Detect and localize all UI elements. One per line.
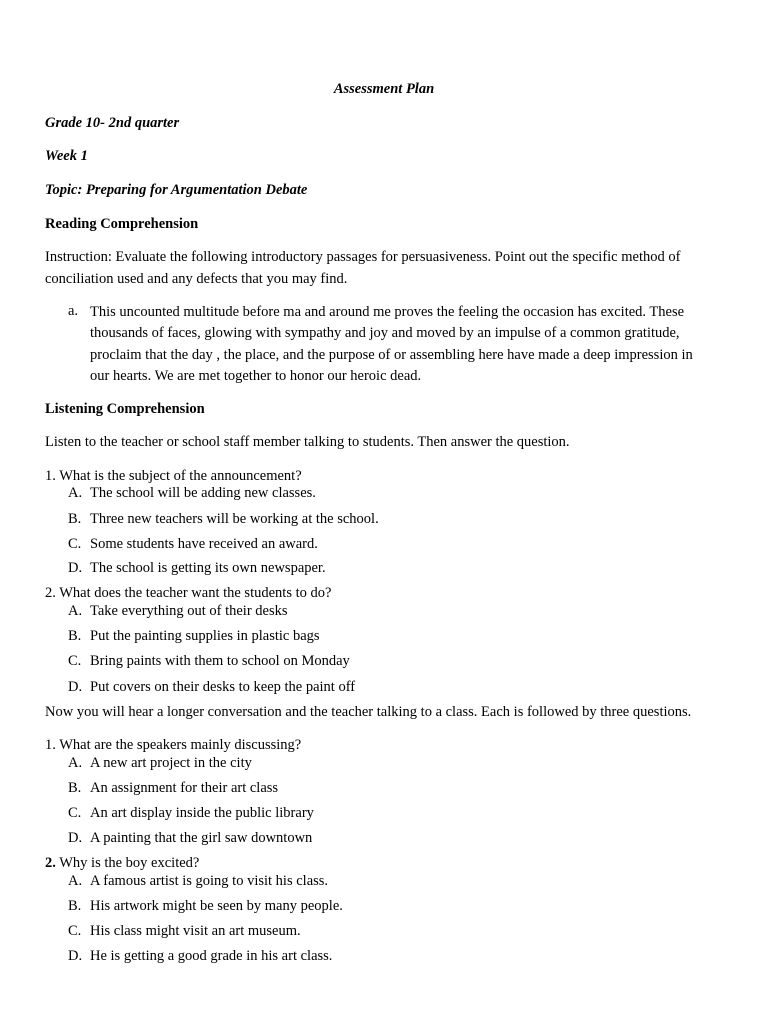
- option-letter: C.: [68, 805, 82, 821]
- option-letter: B.: [68, 780, 82, 796]
- question-text: [45, 854, 199, 872]
- option-letter: A.: [68, 603, 83, 619]
- question-text: 1. What are the speakers mainly discussing?: [45, 737, 302, 753]
- option-text: A new art project in the city: [90, 755, 252, 771]
- answer-option: [68, 829, 312, 847]
- option-text: The school is getting its own newspaper.: [90, 560, 326, 576]
- answer-option: [68, 510, 379, 528]
- option-text: Put covers on their desks to keep the paint off: [90, 679, 356, 695]
- instruction-line: conciliation used and any defects that you may find.: [45, 271, 348, 287]
- option-text: The school will be adding new classes.: [90, 485, 316, 501]
- option-text: His artwork might be seen by many people.: [90, 898, 343, 914]
- topic-line: Topic: Preparing for Argumentation Debate: [45, 182, 308, 198]
- option-letter: B.: [68, 511, 82, 527]
- option-text: A famous artist is going to visit his class.: [90, 873, 329, 889]
- passage-line: This uncounted multitude before ma and around me proves the feeling the occasion has excited. These: [90, 304, 685, 320]
- question-number: 2.: [45, 855, 56, 871]
- option-letter: A.: [68, 755, 83, 771]
- answer-option: [68, 922, 301, 940]
- option-letter: A.: [68, 485, 83, 501]
- answer-option: [68, 872, 328, 890]
- passage-text: [90, 302, 693, 387]
- answer-option: [68, 602, 288, 620]
- transition-text: Now you will hear a longer conversation and the teacher talking to a class. Each is followed by three questions.: [45, 704, 692, 720]
- answer-option: [68, 804, 314, 822]
- option-text: An assignment for their art class: [90, 780, 279, 796]
- answer-option: [68, 535, 318, 553]
- answer-option: [68, 754, 252, 772]
- option-letter: D.: [68, 560, 83, 576]
- answer-option: [68, 559, 326, 577]
- question-text: 2. What does the teacher want the students to do?: [45, 585, 332, 601]
- answer-option: [68, 897, 343, 915]
- option-text: He is getting a good grade in his art class.: [90, 948, 333, 964]
- option-letter: B.: [68, 898, 82, 914]
- option-text: A painting that the girl saw downtown: [90, 830, 313, 846]
- instruction-line: Instruction: Evaluate the following introductory passages for persuasiveness. Point out the specific method of: [45, 249, 681, 265]
- option-text: Bring paints with them to school on Monday: [90, 653, 350, 669]
- answer-option: [68, 484, 316, 502]
- question-body: Why is the boy excited?: [55, 855, 200, 871]
- reading-heading: Reading Comprehension: [45, 216, 199, 232]
- option-letter: C.: [68, 923, 82, 939]
- option-text: Put the painting supplies in plastic bags: [90, 628, 320, 644]
- passage-line: our hearts. We are met together to honor our heroic dead.: [90, 367, 422, 384]
- option-letter: D.: [68, 679, 83, 695]
- document-title: Assessment Plan: [333, 81, 435, 97]
- option-letter: A.: [68, 873, 83, 889]
- passage-line: proclaim that the day , the place, and the purpose of or assembling here have made a deep impression in: [90, 346, 693, 363]
- question-text: 1. What is the subject of the announcement?: [45, 468, 302, 484]
- reading-instruction: [45, 246, 680, 290]
- option-text: Take everything out of their desks: [90, 603, 288, 619]
- option-text: An art display inside the public library: [90, 805, 314, 821]
- answer-option: [68, 947, 332, 965]
- week-line: Week 1: [45, 148, 88, 164]
- answer-option: [68, 627, 320, 645]
- option-text: Some students have received an award.: [90, 536, 318, 552]
- answer-option: [68, 678, 355, 696]
- listening-heading: Listening Comprehension: [45, 401, 205, 417]
- grade-line: Grade 10- 2nd quarter: [45, 115, 180, 131]
- option-letter: B.: [68, 628, 82, 644]
- passage-marker: a.: [68, 303, 79, 319]
- option-letter: C.: [68, 536, 82, 552]
- answer-option: [68, 652, 350, 670]
- option-letter: D.: [68, 948, 83, 964]
- option-text: Three new teachers will be working at the school.: [90, 511, 379, 527]
- option-text: His class might visit an art museum.: [90, 923, 301, 939]
- option-letter: C.: [68, 653, 82, 669]
- listening-instruction: Listen to the teacher or school staff member talking to students. Then answer the question.: [45, 434, 570, 450]
- passage-line: thousands of faces, glowing with sympathy and joy and moved by an impulse of a common gratitude,: [90, 325, 680, 342]
- option-letter: D.: [68, 830, 83, 846]
- answer-option: [68, 779, 278, 797]
